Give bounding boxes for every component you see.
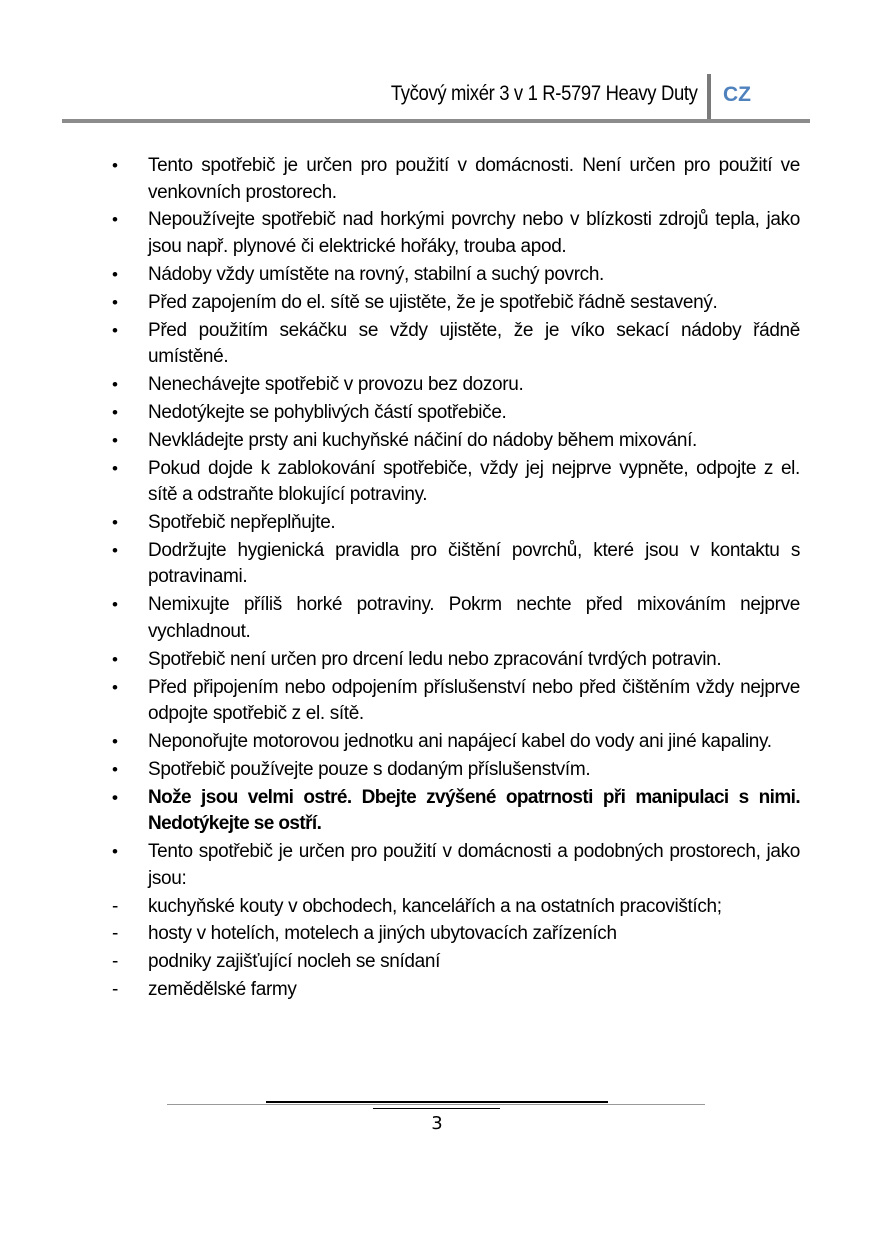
page-number: 3 [431,1113,443,1134]
bullet-icon: • [112,677,118,697]
bullet-icon: • [112,649,118,669]
sub-list-item: - hosty v hotelích, motelech a jiných ubytovacích zařízeních [108,921,800,948]
list-item: • Pokud dojde k zablokování spotřebiče, vždy jej nejprve vypněte, odpojte z el. sítě a odstraňte blokující potraviny. [112,457,800,506]
list-item: • Nevkládejte prsty ani kuchyňské náčiní do nádoby během mixování. [108,428,800,455]
list-item: • Dodržujte hygienická pravidla pro čištění povrchů, které jsou v kontaktu s potravinami. [112,539,800,588]
list-item: • Tento spotřebič je určen pro použití v domácnosti. Není určen pro použití ve venkovních prostorech. [112,155,800,203]
footer-rule-thick [266,1101,608,1103]
list-item: • Před použitím sekáčku se vždy ujistěte, že je víko sekací nádoby řádně umístěné. [112,319,800,368]
bullet-icon: • [112,292,118,312]
bullet-icon: • [112,320,118,340]
bullet-icon: • [112,210,118,230]
document-title: Tyčový mixér 3 v 1 R-5797 Heavy Duty [391,82,698,105]
bullet-icon: • [112,264,118,284]
dash-icon: - [112,951,118,973]
bullet-icon: • [112,513,118,533]
bullet-icon: • [112,402,118,422]
list-item: • Tento spotřebič je určen pro použití v domácnosti a podobných prostorech, jako jsou: [112,841,800,889]
safety-instructions-list [108,153,800,1005]
bullet-icon: • [112,430,118,450]
list-item: • Spotřebič nepřeplňujte. [108,510,800,537]
sub-list-item: - podniky zajišťující nocleh se snídaní [108,949,800,976]
bullet-icon: • [112,540,118,560]
bullet-icon: • [112,759,118,779]
list-item: • Nemixujte příliš horké potraviny. Pokrm nechte před mixováním nejprve vychladnout. [112,594,800,642]
dash-icon: - [112,923,118,945]
bullet-icon: • [112,374,118,394]
bullet-icon: • [112,595,118,615]
header-divider [707,74,711,120]
list-item: • Neponořujte motorovou jednotku ani napájecí kabel do vody ani jiné kapaliny. [108,729,800,756]
bullet-icon: • [112,842,118,862]
list-item: • Spotřebič není určen pro drcení ledu nebo zpracování tvrdých potravin. [108,647,800,674]
bullet-icon: • [112,156,118,175]
list-item: • Spotřebič používejte pouze s dodaným příslušenstvím. [108,757,800,784]
footer-rule-short [373,1108,500,1109]
page-header [0,70,874,120]
dash-icon: - [112,895,118,917]
list-item: • Nádoby vždy umístěte na rovný, stabilní a suchý povrch. [108,262,800,289]
bullet-icon: • [112,458,118,478]
bullet-icon: • [112,731,118,751]
list-item: • Před připojením nebo odpojením příslušenství nebo před čištěním vždy nejprve odpojte spotřebič z el. sítě. [112,676,800,725]
dash-icon: - [112,979,118,1001]
header-rule [62,119,810,123]
list-item: • Nepoužívejte spotřebič nad horkými povrchy nebo v blízkosti zdrojů tepla, jako jsou např. plynové či elektrické hořáky, trouba apod. [112,209,800,257]
sub-list-item: - zemědělské farmy [108,977,800,1004]
footer-rule [167,1104,705,1105]
language-code: CZ [723,83,751,106]
bullet-icon: • [112,787,118,807]
list-item: • Nedotýkejte se pohyblivých částí spotřebiče. [108,400,800,427]
sub-list-item: - kuchyňské kouty v obchodech, kancelářích a na ostatních pracovištích; [108,894,800,921]
list-item-warning: • Nože jsou velmi ostré. Dbejte zvýšené opatrnosti při manipulaci s nimi. Nedotýkejte se ostří. [112,786,800,835]
list-item: • Nenechávejte spotřebič v provozu bez dozoru. [108,372,800,399]
list-item: • Před zapojením do el. sítě se ujistěte, že je spotřebič řádně sestavený. [108,290,800,317]
